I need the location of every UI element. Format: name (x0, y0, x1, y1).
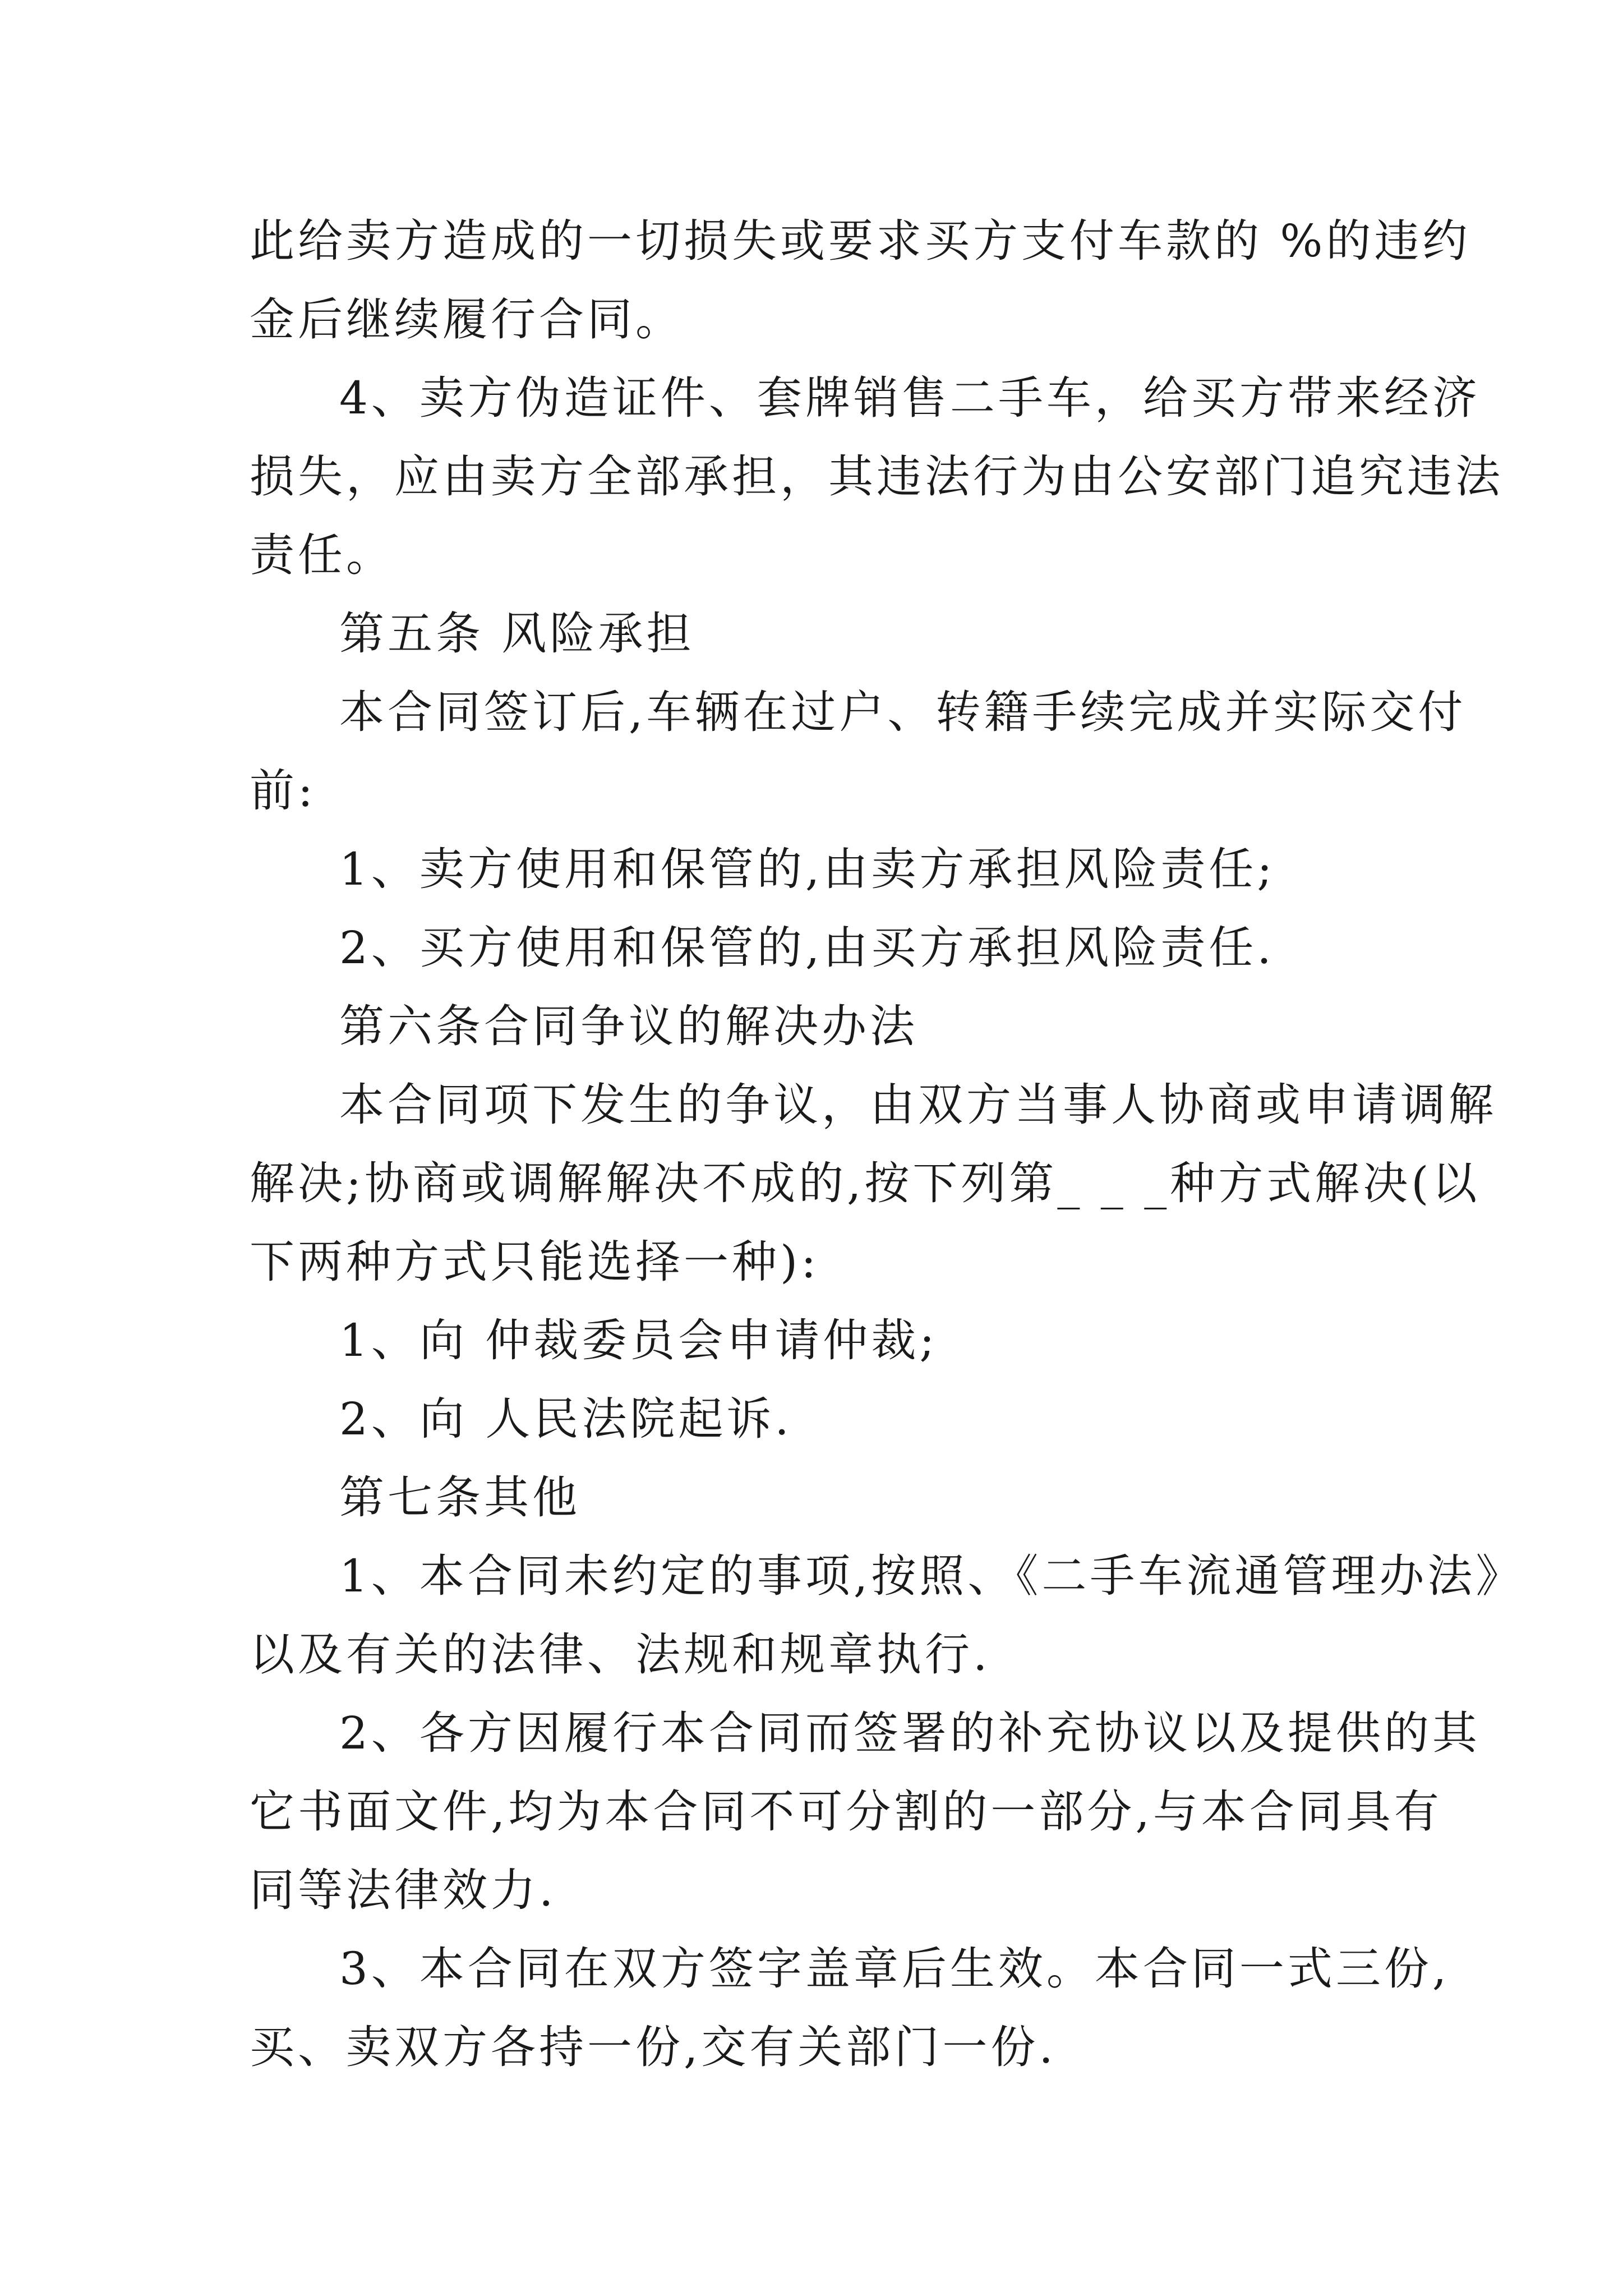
text-line: 4、卖方伪造证件、套牌销售二手车，给买方带来经济 (339, 372, 1481, 424)
text-line: 2、买方使用和保管的,由买方承担风险责任. (339, 922, 1275, 974)
section-heading: 第五条 风险承担 (339, 608, 695, 660)
text-line: 本合同签订后,车辆在过户、转籍手续完成并实际交付 (339, 686, 1467, 738)
text-line: 2、向 人民法院起诉. (339, 1393, 792, 1445)
text-line: 以及有关的法律、法规和规章执行. (250, 1628, 991, 1681)
text-line: 此给卖方造成的一切损失或要求买方支付车款的 %的违约 (250, 215, 1471, 267)
text-line: 责任。 (250, 529, 394, 581)
document-body (250, 202, 1524, 2087)
text-line: 1、本合同未约定的事项,按照、《二手车流通管理办法》 (339, 1550, 1524, 1602)
text-line: 金后继续履行合同。 (250, 293, 684, 346)
text-line: 1、卖方使用和保管的,由卖方承担风险责任; (339, 843, 1276, 895)
text-line: 本合同项下发生的争议，由双方当事人协商或申请调解 (339, 1079, 1497, 1131)
text-line: 同等法律效力. (250, 1864, 557, 1916)
text-line: 前: (250, 765, 316, 817)
section-heading: 第七条其他 (339, 1471, 580, 1524)
text-line: 3、本合同在双方签字盖章后生效。本合同一式三份, (339, 1943, 1450, 1995)
text-line: 买、卖双方各持一份,交有关部门一份. (250, 2021, 1057, 2073)
text-line: 它书面文件,均为本合同不可分割的一部分,与本合同具有 (250, 1786, 1442, 1838)
text-line: 解决;协商或调解解决不成的,按下列第_ _ _种方式解决(以 (250, 1157, 1481, 1209)
section-heading: 第六条合同争议的解决办法 (339, 1000, 918, 1052)
text-line: 下两种方式只能选择一种): (250, 1236, 820, 1288)
text-line: 损失，应由卖方全部承担，其违法行为由公安部门追究违法 (250, 450, 1504, 503)
text-line: 2、各方因履行本合同而签署的补充协议以及提供的其 (339, 1707, 1481, 1759)
text-line: 1、向 仲裁委员会申请仲裁; (339, 1314, 938, 1366)
